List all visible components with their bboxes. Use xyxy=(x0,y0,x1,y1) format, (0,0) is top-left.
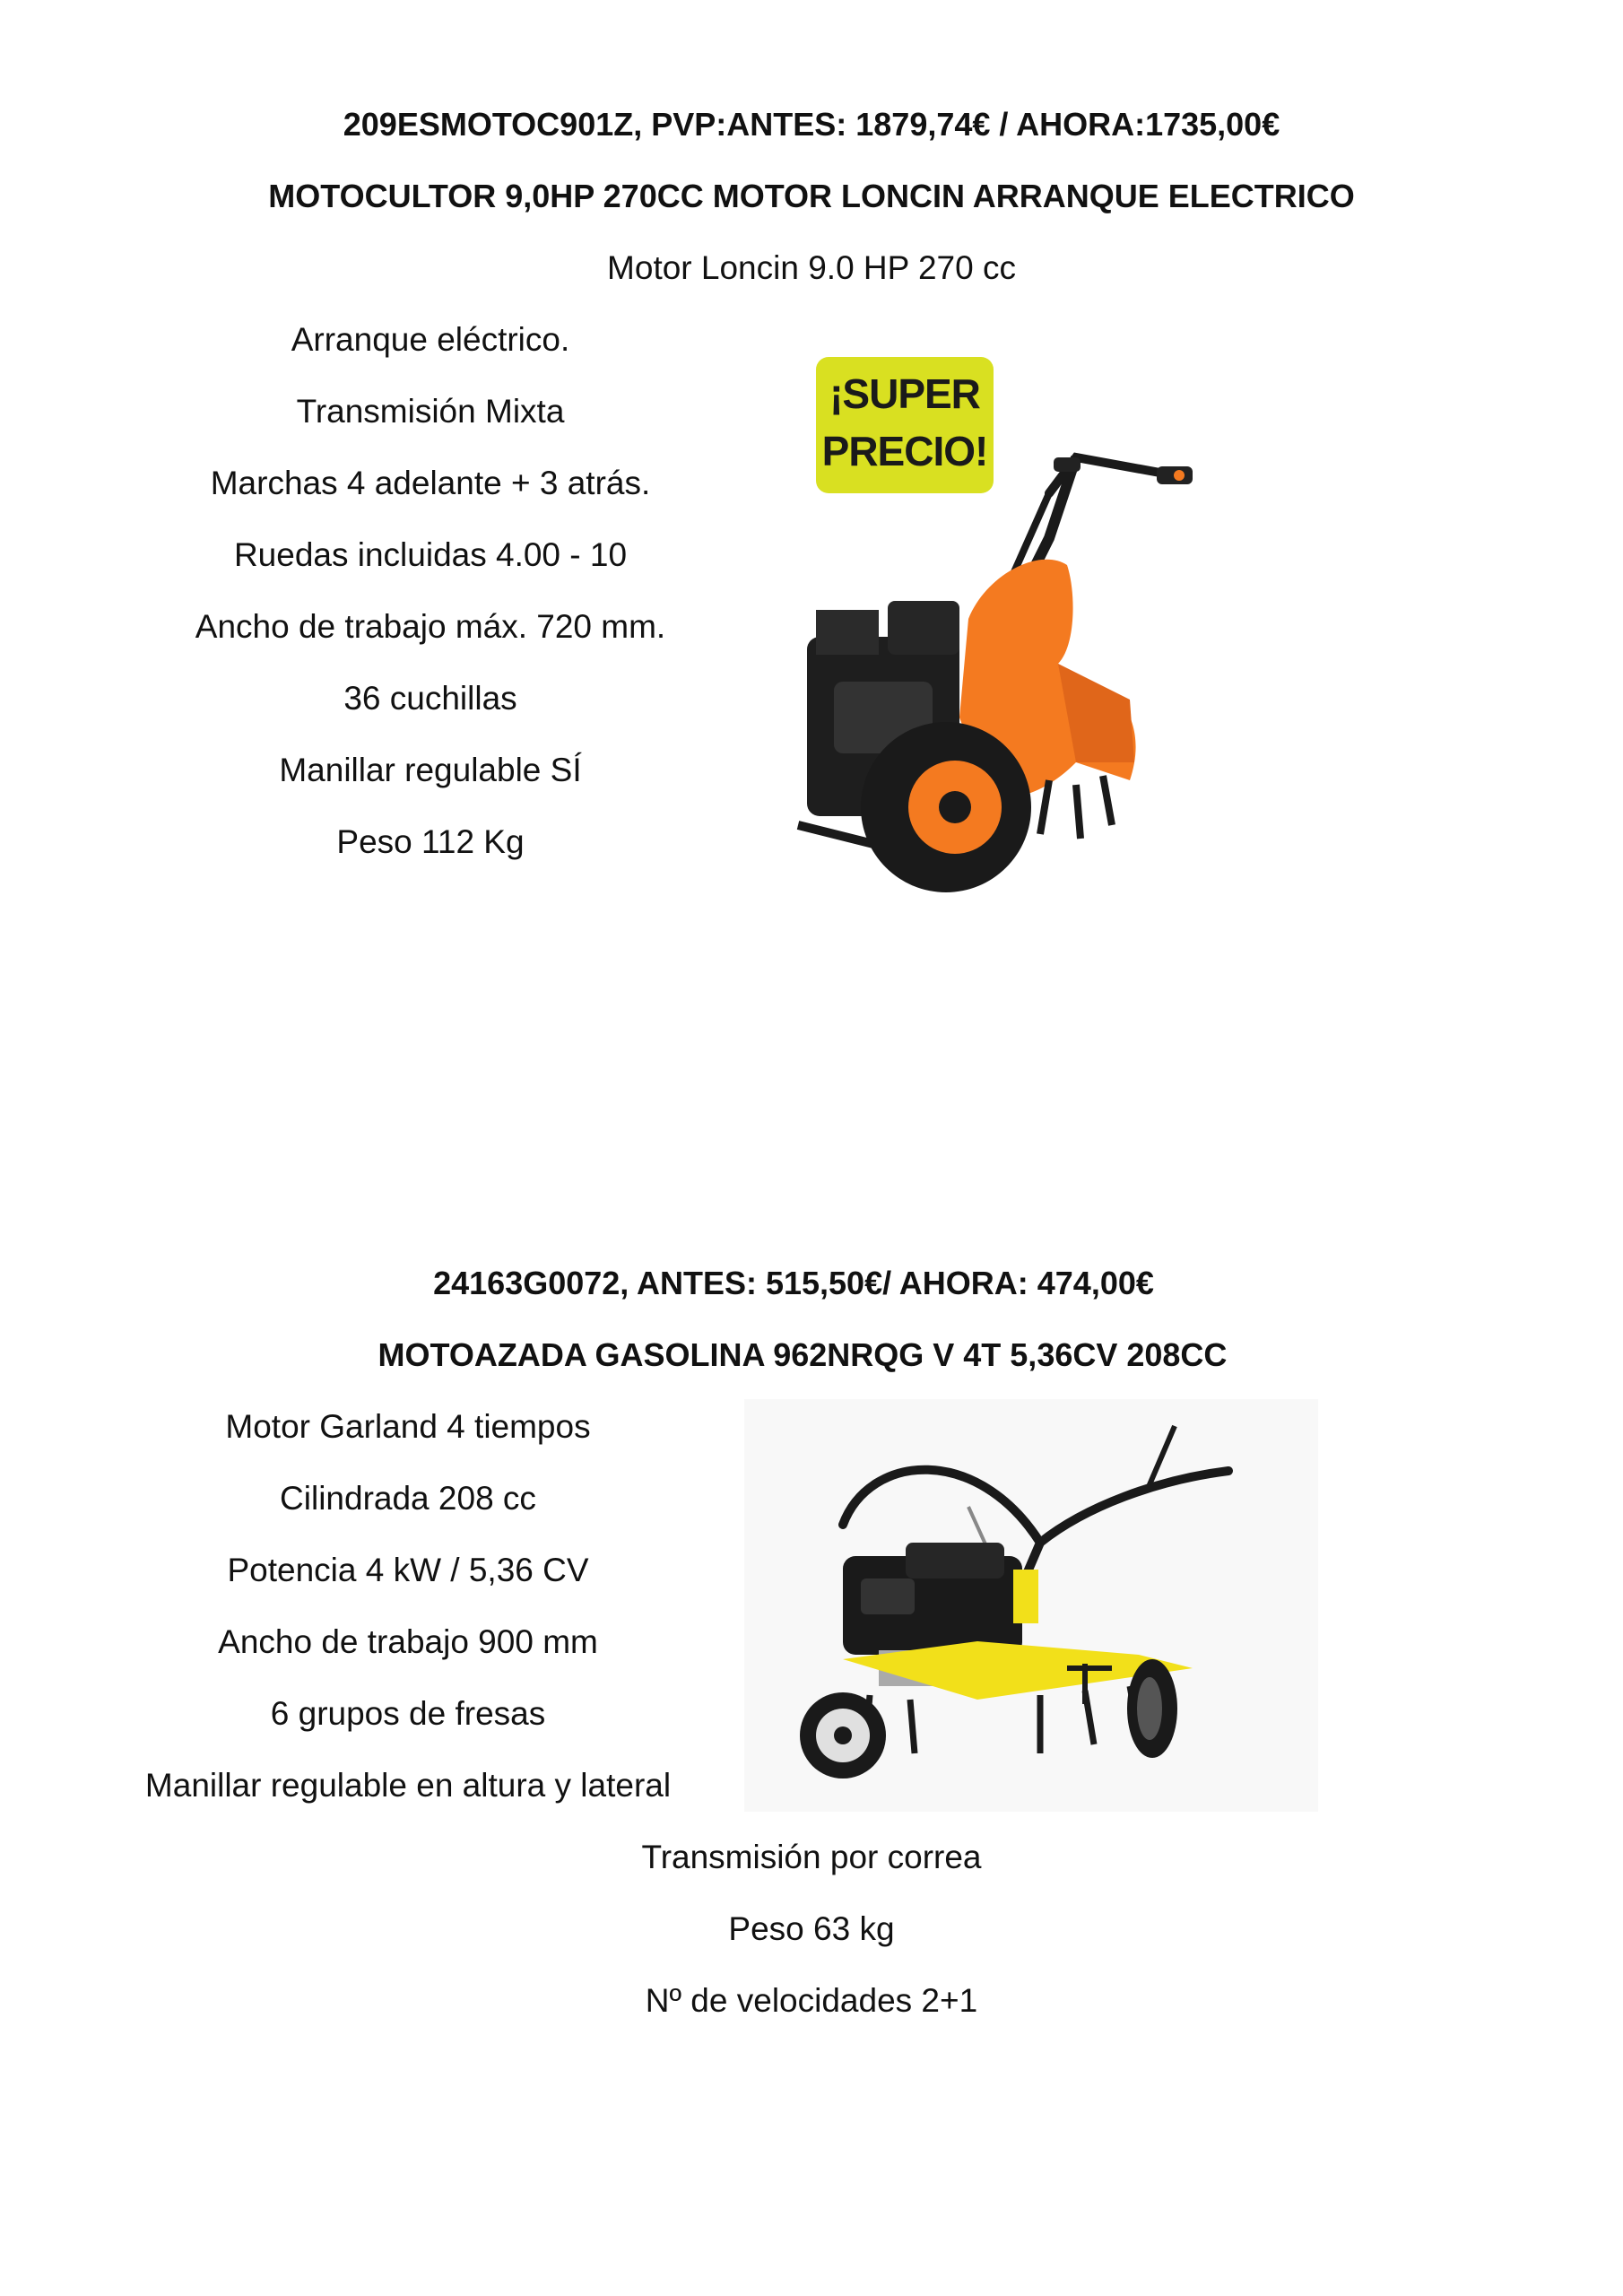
product1-engine: Motor Loncin 9.0 HP 270 cc xyxy=(607,249,1016,286)
product1-spec: Peso 112 Kg xyxy=(336,823,525,860)
product1-title: MOTOCULTOR 9,0HP 270CC MOTOR LONCIN ARRANQUE ELECTRICO xyxy=(268,178,1355,214)
product2-spec-bottom: Nº de velocidades 2+1 xyxy=(645,1982,978,2019)
product2-spec: Cilindrada 208 cc xyxy=(280,1480,536,1517)
product2-spec: 6 grupos de fresas xyxy=(270,1695,546,1732)
product2-spec: Motor Garland 4 tiempos xyxy=(225,1408,591,1445)
product2-price-line: 24163G0072, ANTES: 515,50€/ AHORA: 474,00€ xyxy=(433,1265,1154,1301)
badge-line-1: ¡SUPER xyxy=(829,370,980,417)
product1-spec: 36 cuchillas xyxy=(343,680,517,717)
product1-spec: Manillar regulable SÍ xyxy=(279,752,582,788)
fuel-tank xyxy=(906,1543,1004,1578)
product2-spec: Manillar regulable en altura y lateral xyxy=(144,1767,672,1804)
product2-title: MOTOAZADA GASOLINA 962NRQG V 4T 5,36CV 208CC xyxy=(378,1336,1228,1373)
product1-spec: Ancho de trabajo máx. 720 mm. xyxy=(195,608,666,645)
product1-spec: Marchas 4 adelante + 3 atrás. xyxy=(210,465,651,501)
fuel-tank xyxy=(888,601,959,655)
grip-left xyxy=(1054,457,1081,472)
product1-price-line: 209ESMOTOC901Z, PVP:ANTES: 1879,74€ / AHORA:1735,00€ xyxy=(343,106,1280,143)
tines xyxy=(1040,776,1112,839)
badge-line-2: PRECIO! xyxy=(821,428,988,474)
product2-spec-bottom: Transmisión por correa xyxy=(641,1839,982,1875)
air-filter xyxy=(816,610,879,655)
product2-spec: Potencia 4 kW / 5,36 CV xyxy=(227,1552,589,1588)
product2-spec: Ancho de trabajo 900 mm xyxy=(218,1623,598,1660)
product1-spec: Arranque eléctrico. xyxy=(291,321,570,358)
product2-spec-bottom: Peso 63 kg xyxy=(728,1910,895,1947)
product1-spec: Transmisión Mixta xyxy=(296,393,565,430)
product2-tiller-image xyxy=(744,1399,1318,1812)
product1-spec: Ruedas incluidas 4.00 - 10 xyxy=(233,536,628,573)
product1-cultivator-image xyxy=(780,430,1211,915)
